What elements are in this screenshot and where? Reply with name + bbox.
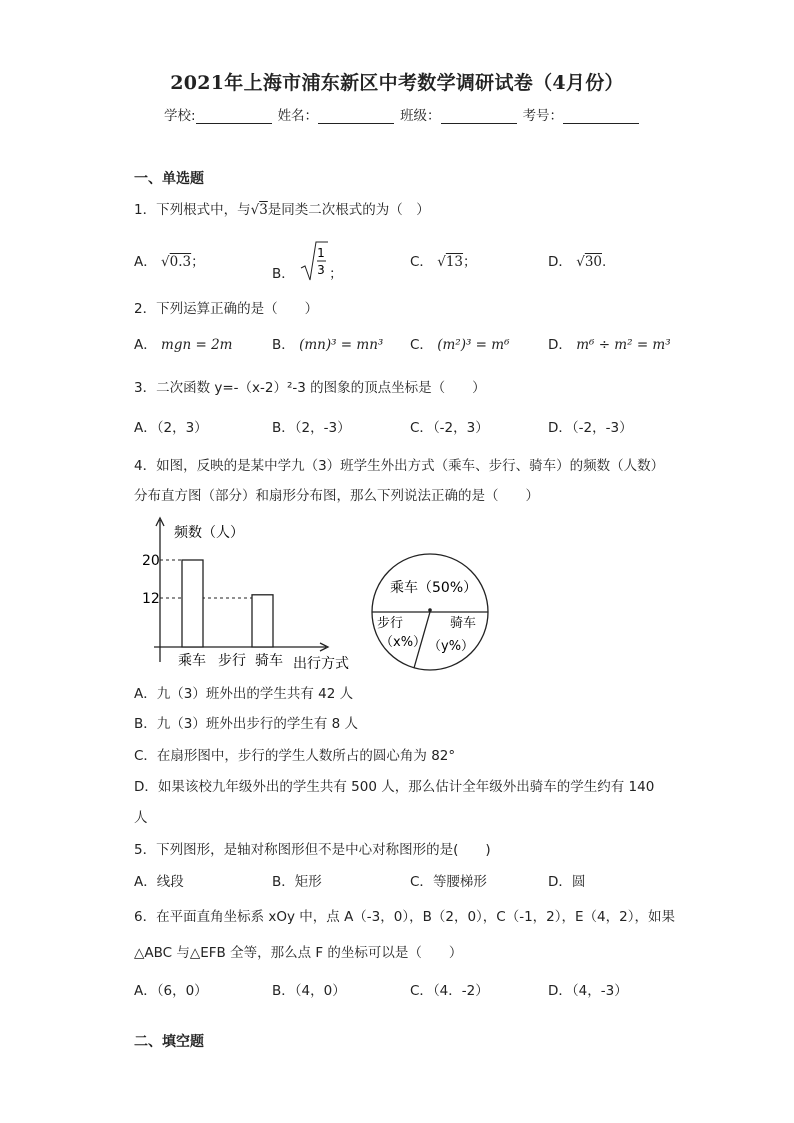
question-1 <box>134 198 430 218</box>
q1-option-d: D． √30. <box>548 254 607 270</box>
class-label: 班级： <box>400 108 441 124</box>
pie-chart <box>368 552 496 674</box>
pie-label-qiche-pct: （y%） <box>428 639 475 654</box>
name-label: 姓名： <box>277 108 319 124</box>
q5-option-b: B．矩形 <box>272 874 322 890</box>
histogram-ylabel: 频数（人） <box>174 525 244 541</box>
page-title: 2021年上海市浦东新区中考数学调研试卷（4月份） <box>170 72 624 94</box>
q6-option-b: B．（4，0） <box>272 983 346 999</box>
q4-option-d-continued: 人 <box>134 810 148 826</box>
q4-option-a: A．九（3）班外出的学生共有 42 人 <box>134 686 354 702</box>
q1-text-before: 1．下列根式中，与 <box>134 202 251 218</box>
question-6-line-1: 6．在平面直角坐标系 xOy 中，点 A（-3，0），B（2，0），C（-1，2），E（4，2），如果 <box>134 909 675 925</box>
q1-option-b: B． 1 3 ； <box>272 238 343 286</box>
q6-option-a: A．（6，0） <box>134 983 208 999</box>
number-blank <box>563 109 639 124</box>
ytick-12: 12 <box>142 591 160 607</box>
class-blank <box>441 109 517 124</box>
q2-option-c: C． (m²)³ = m⁶ <box>410 337 510 353</box>
pie-label-chengche: 乘车（50%） <box>390 580 478 596</box>
svg-text:3: 3 <box>317 263 325 277</box>
section-title-single-choice: 一、单选题 <box>134 171 204 187</box>
ytick-20: 20 <box>142 553 160 569</box>
school-label: 学校: <box>164 108 196 124</box>
bar-qiche <box>252 595 273 647</box>
question-6-line-2: △ABC 与△EFB 全等，那么点 F 的坐标可以是（ ） <box>134 945 463 961</box>
question-3: 3．二次函数 y=-（x-2）²-3 的图象的顶点坐标是（ ） <box>134 380 486 396</box>
school-blank <box>196 109 272 124</box>
question-5: 5．下列图形，是轴对称图形但不是中心对称图形的是( ) <box>134 842 491 858</box>
q1-option-c: C． √13； <box>410 254 477 270</box>
svg-text:1: 1 <box>317 246 325 260</box>
q6-option-c: C．（4．-2） <box>410 983 489 999</box>
number-label: 考号： <box>522 108 564 124</box>
q5-option-c: C．等腰梯形 <box>410 874 487 890</box>
q3-option-b: B．（2，-3） <box>272 420 351 436</box>
q3-option-c: C．（-2，3） <box>410 420 489 436</box>
q5-option-d: D．圆 <box>548 874 586 890</box>
q2-option-b: B． (mn)³ = mn³ <box>272 337 384 353</box>
q3-option-a: A．（2，3） <box>134 420 208 436</box>
question-4-line-2: 分布直方图（部分）和扇形分布图，那么下列说法正确的是（ ） <box>134 488 539 504</box>
name-blank <box>318 109 394 124</box>
question-4-line-1: 4．如图，反映的是某中学九（3）班学生外出方式（乘车、步行、骑车）的频数（人数） <box>134 458 665 474</box>
xtick-qiche: 骑车 <box>255 653 283 669</box>
q3-option-d: D．（-2，-3） <box>548 420 633 436</box>
pie-label-buxing: 步行 <box>377 616 404 631</box>
q1-option-a: A． √0.3； <box>134 254 205 270</box>
histogram-chart <box>130 512 370 674</box>
pie-center <box>428 608 432 612</box>
q4-option-d: D．如果该校九年级外出的学生共有 500 人，那么估计全年级外出骑车的学生约有 140 <box>134 779 655 795</box>
q2-option-d: D． m⁶ ÷ m² = m³ <box>548 337 671 353</box>
q1-option-b-sqrt-fraction <box>299 240 329 284</box>
xtick-chengche: 乘车 <box>178 653 206 669</box>
q4-option-c: C．在扇形图中，步行的学生人数所占的圆心角为 82° <box>134 748 456 764</box>
bar-chengche <box>182 560 203 647</box>
pie-label-qiche: 骑车 <box>450 616 477 631</box>
xtick-buxing: 步行 <box>218 653 246 669</box>
histogram-xlabel: 出行方式 <box>293 656 349 672</box>
q6-option-d: D．（4，-3） <box>548 983 628 999</box>
section-title-fill-in: 二、填空题 <box>134 1034 204 1050</box>
q1-text-after: 是同类二次根式的为（ ） <box>267 202 430 218</box>
student-info-line <box>164 104 645 124</box>
q5-option-a: A．线段 <box>134 874 184 890</box>
q4-option-b: B．九（3）班外出步行的学生有 8 人 <box>134 716 359 732</box>
q2-option-a: A． mgn = 2m <box>134 337 233 353</box>
q1-sqrt-3: √3 <box>250 202 268 218</box>
question-2: 2．下列运算正确的是（ ） <box>134 301 319 317</box>
pie-label-buxing-pct: （x%） <box>380 635 427 650</box>
